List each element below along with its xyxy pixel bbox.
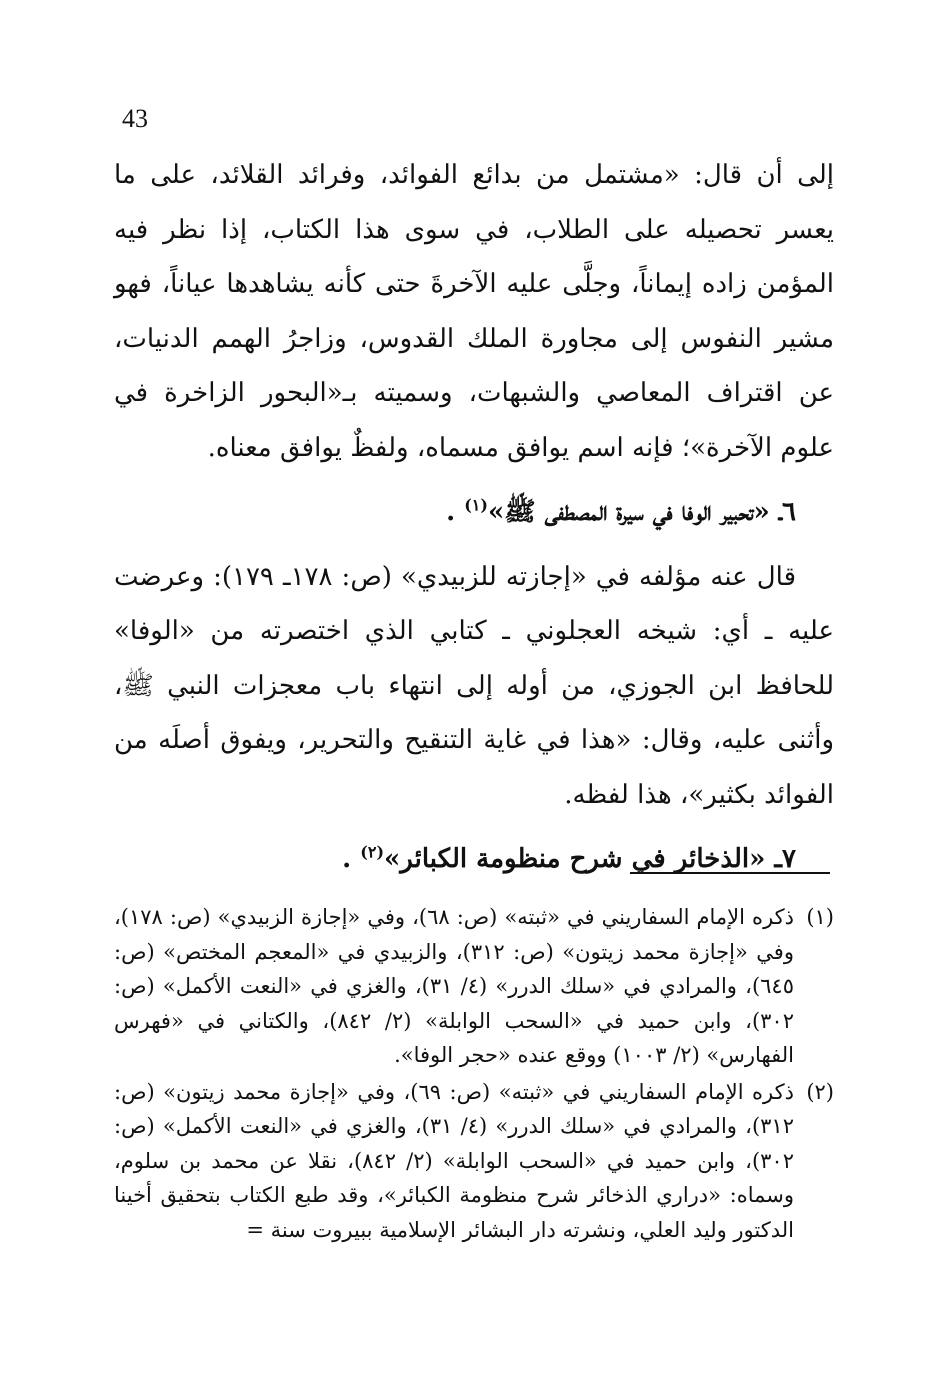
paragraph-quote: إلى أن قال: «مشتمل من بدائع الفوائد، وفرائد القلائد، على ما يعسر تحصيله على الطلاب، في سوى هذا الكتاب، إذا نظر فيه المؤمن زاده إيماناً، وجلَّى عليه الآخرةَ حتى كأنه يشاهدها عياناً، فهو مشير النفوس إلى مجاورة الملك القدوس، وزاجرُ الهمم الدنيات، عن اقتراف المعاصي والشبهات، وسميته بـ«البحور الزاخرة في علوم الآخرة»؛ فإنه اسم يوافق مسماه، ولفظٌ يوافق معناه. <box>114 160 834 463</box>
heading-6-end: . <box>446 497 456 527</box>
heading-7-end: . <box>342 844 352 874</box>
footnote-text: ذكره الإمام السفاريني في «ثبته» (ص: ٦٩)، وفي «إجازة محمد زيتون» (ص: ٣١٢)، والمرادي في «سلك الدرر» (٤/ ٣١)، والغزي في «النعت الأكمل» (ص: ٣٠٢)، وابن حميد في «السحب الوابلة» (٢/ ٨٤٢)، نقلا عن محمد بن سلوم، وسماه: «دراري الذخائر شرح منظومة الكبائر»، وقد طبع الكتاب بتحقيق أخينا الدكتور وليد العلي، ونشرته دار البشائر الإسلامية ببيروت سنة = <box>114 1079 794 1242</box>
footnotes <box>114 900 834 1249</box>
main-text <box>114 148 834 897</box>
page-number: 43 <box>122 104 148 133</box>
section-heading-6 <box>114 485 834 540</box>
heading-6-title: ٦ـ «تحبير الوفا في سيرة المصطفى ﷺ» <box>487 497 796 527</box>
footnote-1 <box>114 900 834 1073</box>
paragraph-description: قال عنه مؤلفه في «إجازته للزبيدي» (ص: ١٧٨ـ ١٧٩): وعرضت عليه ـ أي: شيخه العجلوني ـ كتابي الذي اختصرته من «الوفا» للحافظ ابن الجوزي، من أوله إلى انتهاء باب معجزات النبي ﷺ، وأثنى عليه، وقال: «هذا في غاية التنقيح والتحرير، ويفوق أصلَه من الفوائد بكثير»، هذا لفظه. <box>114 561 834 810</box>
footnote-number: (١) <box>806 905 834 929</box>
footnote-text: ذكره الإمام السفاريني في «ثبته» (ص: ٦٨)، وفي «إجازة الزبيدي» (ص: ١٧٨)، وفي «إجازة محمد زيتون» (ص: ٣١٢)، والزبيدي في «المعجم المختص» (ص: ٦٤٥)، والمرادي في «سلك الدرر» (٤/ ٣١)، والغزي في «النعت الأكمل» (ص: ٣٠٢)، وابن حميد في «السحب الوابلة» (٢/ ٨٤٢)، والكتاني في «فهرس الفهارس» (٢/ ١٠٠٣) ووقع عنده «حجر الوفا». <box>114 905 794 1067</box>
footnote-mark-2: (٢) <box>360 842 385 862</box>
footnote-divider <box>630 872 830 874</box>
footnote-number: (٢) <box>806 1079 834 1104</box>
section-heading-7 <box>114 832 834 887</box>
footnote-2 <box>114 1075 834 1248</box>
footnote-mark-1: (١) <box>464 495 488 515</box>
heading-7-title: ٧ـ «الذخائر في شرح منظومة الكبائر» <box>384 844 796 874</box>
